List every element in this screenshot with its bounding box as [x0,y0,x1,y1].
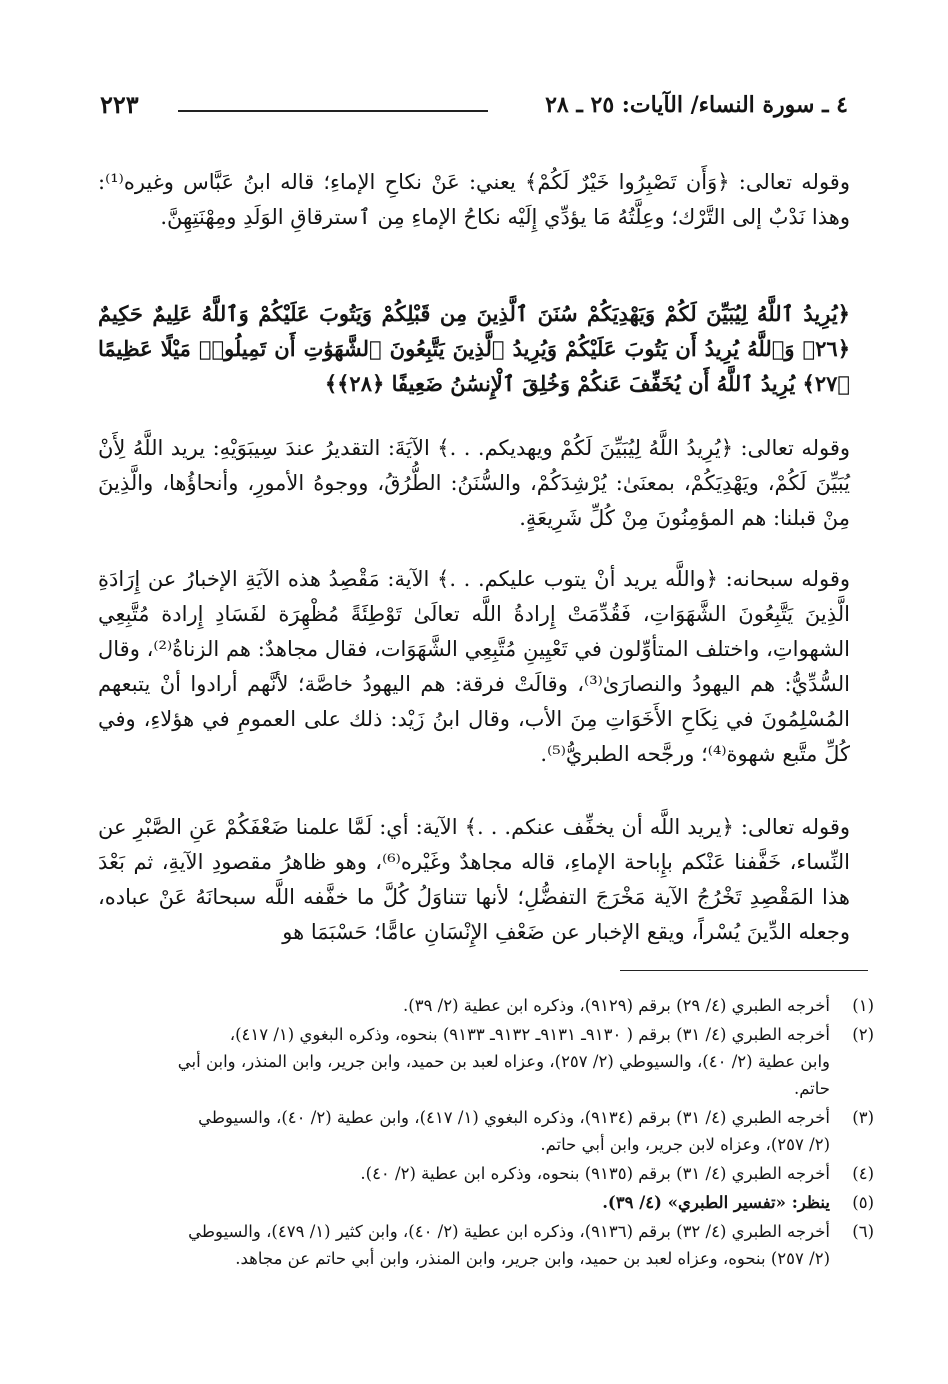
footnote-number: (٣) [852,1108,874,1127]
running-head-title: ٤ ـ سورة النساء/ الآيات: ٢٥ ـ ٢٨ [545,92,848,118]
footnote-item [98,1104,874,1158]
footnote-number: (١) [852,996,874,1015]
paragraph-2: وقوله تعالى: ﴿يُرِيدُ اللَّهُ لِيُبَيِّنَ لَكُمْ ويهديكم. . .﴾ الآيَةَ: التقديرُ عندَ سِيبَوَيْهِ: يريد اللَّهُ لِأَنْ يُبَيِّنَ لَكُمْ، ويَهْدِيَكُمْ، بمعنَىٰ: يُرْشِدَكُمْ، والسُّنَنُ: الطُّرُقُ، ووجوهُ الأمورِ، وأنحاؤُها، والَّذِينَ مِنْ قبلنا: هم المؤمِنُونَ مِنْ كُلِّ شَرِيعَةٍ. [98,436,850,530]
footnote-line: وابن عطية (٢/ ٤٠)، والسيوطي (٢/ ٢٥٧)، وعزاه لعبد بن حميد، وابن جرير، وابن المنذر، وابن أبي [177,1052,830,1071]
footnote-item [98,1189,874,1216]
quran-verse-block: ﴿يُرِيدُ ٱللَّهُ لِيُبَيِّنَ لَكُمْ وَيَهْدِيَكُمْ سُنَنَ ٱلَّذِينَ مِن قَبْلِكُمْ وَيَتُوبَ عَلَيْكُمْ وَٱللَّهُ عَلِيمٌ حَكِيمٌ ﴿٢٦﴾ وَٱللَّهُ يُرِيدُ أَن يَتُوبَ عَلَيْكُمْ وَيُرِيدُ ٱلَّذِينَ يَتَّبِعُونَ ٱلشَّهَوَٰتِ أَن تَمِيلُوا۟ مَيْلًا عَظِيمًا ﴿٢٧﴾ يُرِيدُ ٱللَّهُ أَن يُخَفِّفَ عَنكُمْ وَخُلِقَ ٱلْإِنسَٰنُ ضَعِيفًا ﴿٢٨﴾﴾ [98,301,850,396]
paragraph-3: وقوله سبحانه: ﴿واللَّه يريد أنْ يتوب عليكم. . .﴾ الآية: مَقْصِدُ هذه الآيَةِ الإخبارُ عن إِرَادَةِ الَّذِينَ يَتَّبِعُونَ الشَّهَوَاتِ، فَقُدِّمَتْ إِرادةُ اللَّه تعالَىٰ تَوْطِئَةً مُظْهِرَة لفَسَادِ إِرادة مُتَّبِعِي الشهواتِ، واختلف المتأوِّلون في تَعْيِينِ مُتَّبِعِي الشَّهَوَات، فقال مجاهدٌ: هم الزناةُ⁽²⁾، وقال السُّدِّيُّ: هم اليهودُ والنصارَىٰ⁽³⁾، وقالَتْ فرقة: هم اليهودُ خاصَّة؛ لأنَّهم أرادوا أنْ يتبعهم المُسْلِمُونَ في نِكَاحِ الأَخَوَاتِ مِنَ الأب، وقال ابنُ زَيْد: ذلك على العمومِ في هؤلاءِ، وفي كُلِّ متَّبع شهوة⁽⁴⁾؛ ورجَّحه الطبريُّ⁽⁵⁾. [98,567,850,766]
page-header [100,88,848,128]
footnote-line: (٢/ ٢٥٧) بنحوه، وعزاه لعبد بن حميد، وابن جرير، وابن المنذر، وابن أبي حاتم عن مجاهد. [235,1249,830,1268]
footnote-line: أخرجه الطبري (٤/ ٢٩) برقم (٩١٢٩)، وذكره ابن عطية (٢/ ٣٩). [403,996,830,1015]
footnote-item [98,992,874,1019]
footnote-line: ينظر: «تفسير الطبري» (٤/ ٣٩). [602,1193,830,1212]
footnote-item [98,1021,874,1102]
footnote-number: (٦) [852,1222,874,1241]
footnote-number: (٢) [852,1025,874,1044]
header-rule [178,110,488,112]
footnote-number: (٤) [852,1164,874,1183]
footnote-line: أخرجه الطبري (٤/ ٣٢) برقم (٩١٣٦)، وذكره ابن عطية (٢/ ٤٠)، وابن كثير (١/ ٤٧٩)، والسيوطي [188,1222,830,1241]
footnotes [98,992,874,1274]
footnote-line: أخرجه الطبري (٤/ ٣١) برقم (٩١٣٤)، وذكره البغوي (١/ ٤١٧)، وابن عطية (٢/ ٤٠)، والسيوطي [198,1108,830,1127]
footnote-line: حاتم. [793,1079,830,1098]
footnote-line: (٢/ ٢٥٧)، وعزاه لابن جرير، وابن أبي حاتم. [540,1135,830,1154]
footnote-line: أخرجه الطبري (٤/ ٣١) برقم (٩١٣٥) بنحوه، وذكره ابن عطية (٢/ ٤٠). [360,1164,830,1183]
footnote-separator [620,970,868,971]
footnote-item [98,1160,874,1187]
page-number: ٢٢٣ [100,90,139,119]
footnote-number: (٥) [852,1193,874,1212]
footnote-line: أخرجه الطبري (٤/ ٣١) برقم ( ٩١٣٠ـ ٩١٣١ـ ٩١٣٢ـ ٩١٣٣) بنحوه، وذكره البغوي (١/ ٤١٧)، [229,1025,830,1044]
paragraph-1: وقوله تعالى: ﴿وَأَن تَصْبِرُوا خَيْرٌ لَكُمْ﴾ يعني: عَنْ نكاحِ الإماءِ؛ قاله ابنُ عَبَّاس وغيره⁽¹⁾: وهذا نَدْبٌ إلى التَّرْك؛ وعِلَّتُهُ مَا يؤدِّي إِلَيْه نكاحُ الإماءِ مِن ٱسترقاقِ الوَلَدِ ومِهْنَتِهِنَّ. [98,170,850,229]
footnote-item [98,1218,874,1272]
paragraph-4: وقوله تعالى: ﴿يريد اللَّه أن يخفِّف عنكم. . .﴾ الآية: أي: لَمَّا علمنا ضَعْفَكُمْ عَنِ الصَّبْرِ عن النِّساء، خَفَّفنا عَنْكم بإِباحة الإماءِ، قاله مجاهدٌ وغَيْره⁽⁶⁾، وهو ظاهرُ مقصودِ الآيةِ، ثم بَعْدَ هذا المَقْصِدِ تَخْرُجُ الآية مَخْرَجَ التفضُّلِ؛ لأنها تتناوَلُ كُلَّ ما خفَّفه اللَّه سبحانَهُ عَنْ عباده، وجعله الدِّينَ يُسْراً، ويقع الإخبار عن ضَعْفِ الإِنْسَانِ عامًّا؛ حَسْبَمَا هو [98,815,850,944]
